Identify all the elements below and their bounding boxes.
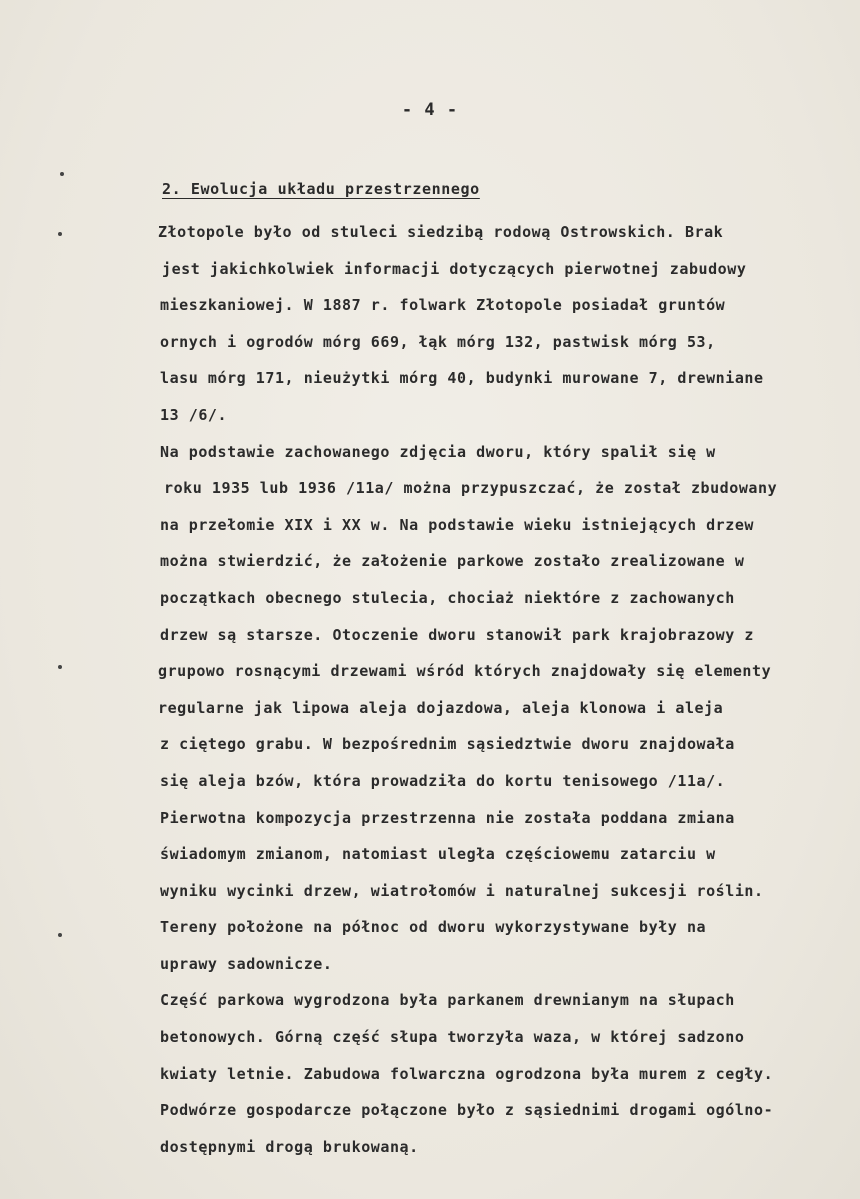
section-heading: 2. Ewolucja układu przestrzennego (162, 180, 480, 198)
text-line: ornych i ogrodów mórg 669, łąk mórg 132, pastwisk mórg 53, (160, 332, 716, 351)
text-line: kwiaty letnie. Zabudowa folwarczna ogrodzona była murem z cegły. (160, 1064, 774, 1083)
body-text (158, 214, 848, 1165)
text-line: Złotopole było od stuleci siedzibą rodową Ostrowskich. Brak (158, 223, 724, 241)
margin-dot (58, 665, 62, 669)
text-line: wyniku wycinki drzew, wiatrołomów i naturalnej sukcesji roślin. (160, 881, 764, 900)
text-line: dostępnymi drogą brukowaną. (160, 1137, 419, 1156)
margin-dot (58, 232, 62, 236)
text-line: uprawy sadownicze. (160, 954, 333, 973)
text-line: na przełomie XIX i XX w. Na podstawie wieku istniejących drzew (160, 515, 755, 534)
text-line: Na podstawie zachowanego zdjęcia dworu, który spalił się w (160, 442, 716, 461)
text-line: drzew są starsze. Otoczenie dworu stanowił park krajobrazowy z (160, 625, 755, 644)
text-line: świadomym zmianom, natomiast uległa częściowemu zatarciu w (160, 845, 716, 864)
text-line: betonowych. Górną część słupa tworzyła waza, w której sadzono (160, 1028, 745, 1047)
text-line: jest jakichkolwiek informacji dotyczących pierwotnej zabudowy (162, 259, 747, 278)
text-line: Podwórze gospodarcze połączone było z sąsiednimi drogami ogólno- (160, 1101, 774, 1120)
text-line: Tereny położone na północ od dworu wykorzystywane były na (160, 918, 707, 937)
text-line: lasu mórg 171, nieużytki mórg 40, budynki murowane 7, drewniane (160, 369, 764, 388)
text-line: się aleja bzów, która prowadziła do kortu tenisowego /11a/. (160, 771, 726, 790)
text-line: mieszkaniowej. W 1887 r. folwark Złotopole posiadał gruntów (160, 296, 726, 315)
margin-dot (58, 933, 62, 937)
text-line: Część parkowa wygrodzona była parkanem drewnianym na słupach (160, 991, 735, 1010)
text-line: grupowo rosnącymi drzewami wśród których znajdowały się elementy (158, 662, 772, 681)
text-line: roku 1935 lub 1936 /11a/ można przypuszczać, że został zbudowany (164, 479, 778, 498)
text-line: regularne jak lipowa aleja dojazdowa, aleja klonowa i aleja (158, 698, 724, 717)
text-line: z ciętego grabu. W bezpośrednim sąsiedztwie dworu znajdowała (160, 735, 735, 754)
margin-dot (60, 172, 64, 176)
text-line: 13 /6/. (160, 405, 228, 424)
text-line: można stwierdzić, że założenie parkowe zostało zrealizowane w (160, 552, 745, 571)
text-line: początkach obecnego stulecia, chociaż niektóre z zachowanych (160, 588, 735, 607)
text-line: Pierwotna kompozycja przestrzenna nie została poddana zmiana (160, 808, 735, 827)
page-number: - 4 - (401, 100, 459, 120)
